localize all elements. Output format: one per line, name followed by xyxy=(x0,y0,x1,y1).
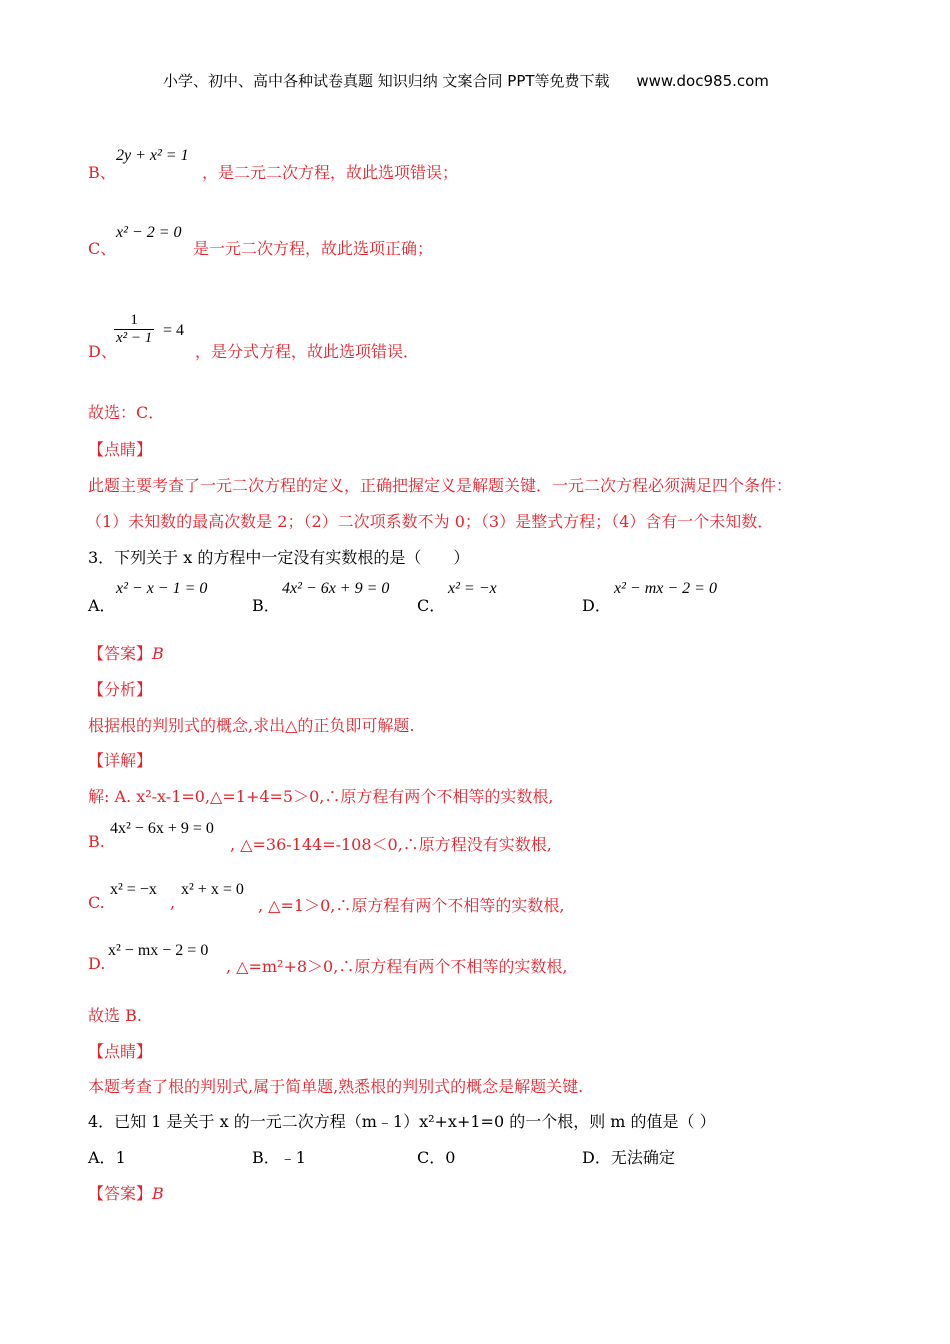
q4-stem: 4．已知 1 是关于 x 的一元二次方程（m﹣1）x²+x+1=0 的一个根，则 m 的值是（ ） xyxy=(88,1112,716,1131)
q3-answer xyxy=(88,641,164,664)
q3-option-a-eq: x² − x − 1 = 0 xyxy=(116,580,208,597)
q2-d-numerator: 1 xyxy=(130,312,138,328)
q3-fenxi-tag: 【分析】 xyxy=(88,680,153,699)
q2-dianjing-line1: 此题主要考查了一元二次方程的定义，正确把握定义是解题关键．一元二次方程必须满足四个条件： xyxy=(88,476,793,495)
page-header xyxy=(163,70,769,91)
q3-dianjing-tag: 【点睛】 xyxy=(88,1042,153,1061)
q2-b-equation: 2y + x² = 1 xyxy=(116,147,189,164)
q2-c-label: C、 xyxy=(88,239,117,258)
q2-dianjing-tag: 【点睛】 xyxy=(88,440,153,459)
q2-dianjing-line2: （1）未知数的最高次数是 2；（2）二次项系数不为 0；（3）是整式方程；（4）含有一个未知数． xyxy=(86,512,774,531)
q4-option-d xyxy=(582,1145,675,1168)
q3-fenxi: 根据根的判别式的概念,求出△的正负即可解题. xyxy=(88,716,415,735)
header-url[interactable]: www.doc985.com xyxy=(636,72,769,90)
q3-line-a: 解: A. x²-x-1=0,△=1+4=5＞0,∴原方程有两个不相等的实数根, xyxy=(88,787,554,806)
q3-line-d-eq: x² − mx − 2 = 0 xyxy=(108,942,209,959)
q2-choose: 故选：C． xyxy=(88,403,165,422)
q4-option-a-text: 1 xyxy=(115,1148,126,1167)
q3-answer-value: B xyxy=(152,644,164,663)
q3-dianjing: 本题考查了根的判别式,属于简单题,熟悉根的判别式的概念是解题关键. xyxy=(88,1077,584,1096)
q3-option-d-eq: x² − mx − 2 = 0 xyxy=(614,580,717,597)
q3-option-d-label: D． xyxy=(582,596,611,615)
q3-line-d-text: , △=m²+8＞0,∴原方程有两个不相等的实数根, xyxy=(226,957,568,976)
q3-line-b-eq: 4x² − 6x + 9 = 0 xyxy=(110,820,214,837)
q3-option-c-label: C． xyxy=(417,596,446,615)
q3-line-b-text: , △=36-144=-108＜0,∴原方程没有实数根, xyxy=(230,835,552,854)
q4-option-a-label: A． xyxy=(88,1148,116,1167)
q2-c-text: 是一元二次方程，故此选项正确； xyxy=(193,239,434,258)
q3-line-d-label: D. xyxy=(88,954,106,973)
q3-option-b-label: B． xyxy=(252,596,280,615)
q4-answer-value: B xyxy=(152,1184,164,1203)
q3-line-b-label: B. xyxy=(88,832,105,851)
q3-line-c-comma: , xyxy=(170,893,176,912)
q2-d-text: ，是分式方程，故此选项错误． xyxy=(195,342,420,361)
q4-option-d-text: 无法确定 xyxy=(610,1148,675,1167)
q4-option-b-label: B． xyxy=(252,1148,280,1167)
q3-answer-tag: 【答案】 xyxy=(88,644,153,663)
q3-line-c-label: C. xyxy=(88,893,105,912)
q4-option-a xyxy=(88,1145,126,1168)
q2-option-b-line xyxy=(88,160,116,183)
q2-c-equation: x² − 2 = 0 xyxy=(116,224,182,241)
q3-stem: 3．下列关于 x 的方程中一定没有实数根的是（ ） xyxy=(88,548,470,567)
q3-option-c-eq: x² = −x xyxy=(448,580,497,597)
q4-option-b xyxy=(252,1145,306,1168)
q3-line-c-eq1: x² = −x xyxy=(110,881,157,898)
q2-b-label: B、 xyxy=(88,163,116,182)
q4-option-c xyxy=(417,1145,455,1168)
q2-d-fraction xyxy=(114,312,154,347)
q4-option-c-text: 0 xyxy=(445,1148,456,1167)
q3-line-c-text: , △=1＞0,∴原方程有两个不相等的实数根, xyxy=(258,896,565,915)
q2-b-text: ，是二元二次方程，故此选项错误； xyxy=(202,163,459,182)
header-text: 小学、初中、高中各种试卷真题 知识归纳 文案合同 PPT等免费下载 xyxy=(163,72,610,90)
q2-d-label: D、 xyxy=(88,342,117,361)
q2-d-denominator: x² − 1 xyxy=(116,330,153,346)
q3-option-b-eq: 4x² − 6x + 9 = 0 xyxy=(282,580,390,597)
q4-option-d-label: D． xyxy=(582,1148,611,1167)
q3-line-c-eq2: x² + x = 0 xyxy=(181,881,244,898)
q3-option-a-label: A． xyxy=(88,596,116,615)
q2-d-rhs: = 4 xyxy=(163,322,185,339)
q4-option-b-text: ﹣1 xyxy=(279,1148,306,1167)
q3-xiangjie-tag: 【详解】 xyxy=(88,751,153,770)
q4-option-c-label: C． xyxy=(417,1148,446,1167)
q3-choose: 故选 B. xyxy=(88,1006,142,1025)
q4-answer xyxy=(88,1181,164,1204)
q4-answer-tag: 【答案】 xyxy=(88,1184,153,1203)
